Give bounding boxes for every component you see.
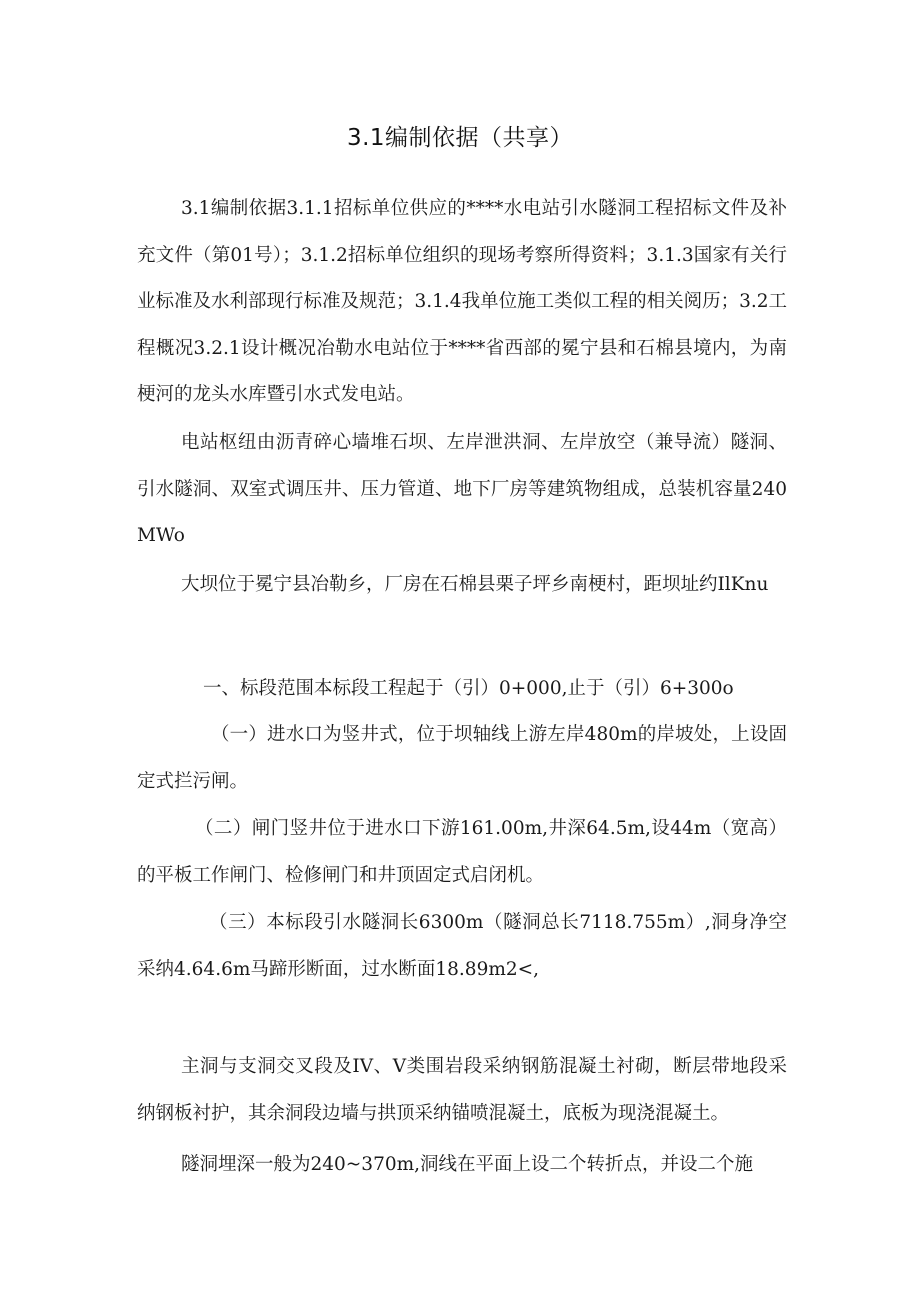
paragraph-burial-depth: 隧洞埋深一般为240~370m,洞线在平面上设二个转折点，并设二个施 bbox=[181, 1154, 754, 1175]
paragraph-dam-location: 大坝位于冕宁县冶勒乡，厂房在石棉县栗子坪乡南梗村，距坝址约IlKnu bbox=[181, 574, 769, 595]
document-title: 3.1编制依据（共享） bbox=[346, 125, 574, 151]
paragraph-gate-shaft: （二）闸门竖井位于进水口下游161.00m,井深64.5m,设44m（宽高）的平板工作闸门、检修闸门和井顶固定式启闭机。 bbox=[137, 818, 787, 886]
paragraph-basis: 3.1编制依据3.1.1招标单位供应的****水电站引水隧洞工程招标文件及补充文件（第01号）；3.1.2招标单位组织的现场考察所得资料；3.1.3国家有关行业标准及水利部现行标准及规范；3.1.4我单位施工类似工程的相关阅历；3.2工程概况3.2.1设计概况冶勒水电站位于****省西部的冕宁县和石棉县境内，为南梗河的龙头水库暨引水式发电站。 bbox=[137, 198, 787, 405]
paragraph-intake: （一）进水口为竖井式，位于坝轴线上游左岸480m的岸坡处，上设固定式拦污闸。 bbox=[137, 724, 787, 792]
paragraph-tunnel-length: （三）本标段引水隧洞长6300m（隧洞总长7118.755m）,洞身净空采纳4.64.6m马蹄形断面，过水断面18.89m2<, bbox=[137, 912, 787, 980]
paragraph-station-hub: 电站枢纽由沥青碎心墙堆石坝、左岸泄洪洞、左岸放空（兼导流）隧洞、引水隧洞、双室式调压井、压力管道、地下厂房等建筑物组成，总装机容量240MWo bbox=[137, 432, 787, 546]
paragraph-section-scope: 一、标段范围本标段工程起于（引）0+000,止于（引）6+300o bbox=[203, 678, 734, 699]
paragraph-lining: 主洞与支洞交叉段及IV、V类围岩段采纳钢筋混凝土衬砌，断层带地段采纳钢板衬护，其余洞段边墙与拱顶采纳锚喷混凝土，底板为现浇混凝土。 bbox=[137, 1056, 787, 1124]
